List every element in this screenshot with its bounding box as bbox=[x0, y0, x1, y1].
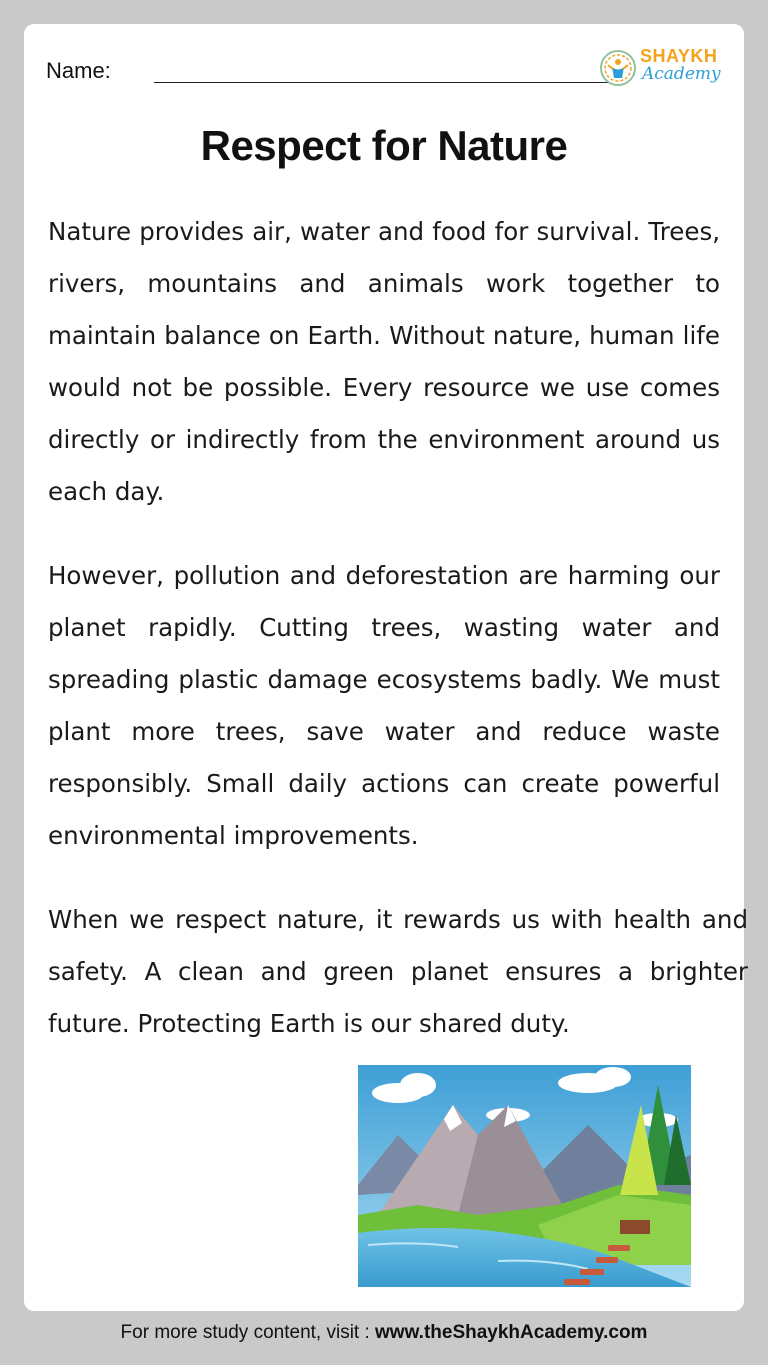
shaykh-academy-logo bbox=[598, 46, 730, 90]
paragraph-1: Nature provides air, water and food for survival. Trees, rivers, mountains and animals work together to maintain balance on Earth. Without nature, human life would not be possible. Every resource we use comes directly or indirectly from the environment around us each day. bbox=[48, 217, 720, 506]
worksheet-sheet bbox=[24, 24, 748, 1311]
logo-text-shaykh: SHAYKH bbox=[640, 46, 718, 66]
paragraph-2: However, pollution and deforestation are harming our planet rapidly. Cutting trees, wasting water and spreading plastic damage ecosystems badly. We must plant more trees, save water and reduce waste responsibly. Small daily actions can create powerful environmental improvements. bbox=[48, 561, 720, 850]
name-row bbox=[46, 58, 606, 94]
nature-landscape-illustration bbox=[358, 1065, 691, 1287]
footer-text bbox=[0, 1322, 768, 1344]
page-title: Respect for Nature bbox=[200, 122, 568, 169]
paragraph-3: When we respect nature, it rewards us with health and safety. A clean and green planet ensures a brighter future. Protecting Earth is our shared duty. bbox=[48, 905, 748, 1038]
name-input-line[interactable] bbox=[154, 82, 610, 83]
logo-text-academy: Academy bbox=[642, 64, 721, 84]
footer-url-link[interactable]: www.theShaykhAcademy.com bbox=[375, 1322, 648, 1343]
logo-emblem-icon bbox=[598, 48, 638, 88]
name-label: Name: bbox=[46, 58, 111, 83]
footer-prefix: For more study content, visit : bbox=[120, 1322, 376, 1343]
